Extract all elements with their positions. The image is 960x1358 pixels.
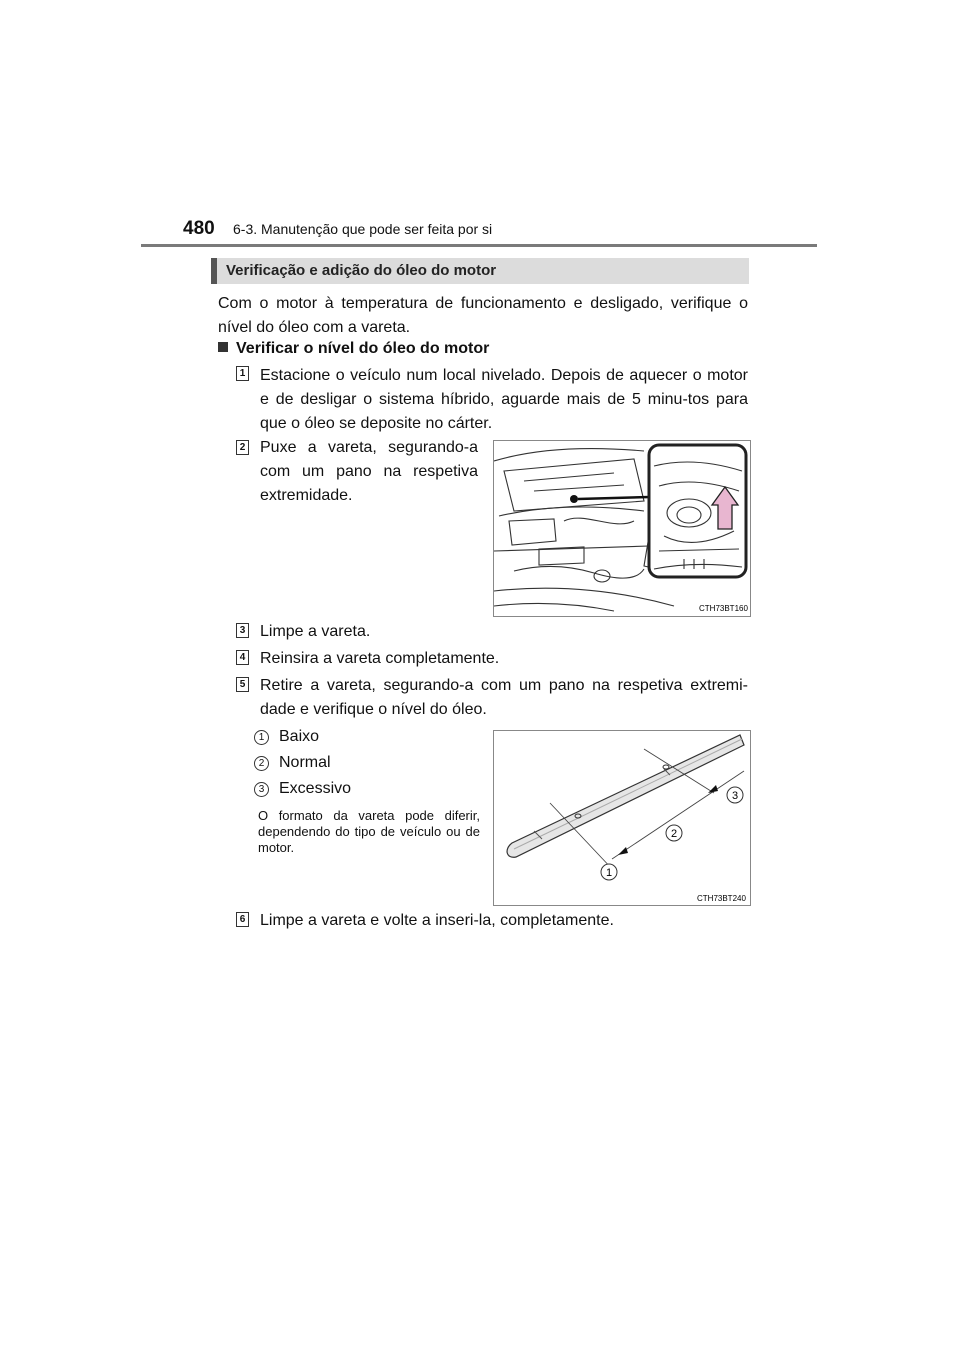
step-text-2: Puxe a vareta, segurando-a com um pano na respetiva extremidade. (260, 439, 478, 504)
leader-line (578, 497, 650, 499)
subsection-heading (218, 340, 489, 358)
subsection-title: Verificar o nível do óleo do motor (236, 340, 490, 357)
callout-1: 1 (605, 867, 613, 879)
square-bullet-icon (218, 342, 228, 352)
callout-3: 3 (731, 790, 739, 802)
step-badge-1: 1 (236, 366, 249, 381)
level-label-excess: Excessivo (279, 780, 352, 797)
dipstick-illustration (494, 731, 750, 905)
section-header (211, 258, 749, 284)
page-number: 480 (183, 218, 215, 239)
dipstick-note: O formato da vareta pode diferir, dependendo do tipo de veículo ou de motor. (258, 808, 480, 855)
level-marker-1: 1 (254, 730, 269, 745)
level-label-normal: Normal (279, 754, 331, 771)
section-title: Verificação e adição do óleo do motor (226, 262, 497, 279)
step-badge-6: 6 (236, 912, 249, 927)
header-divider (141, 244, 817, 247)
step-badge-5: 5 (236, 677, 249, 692)
engine-figure-code: CTH73BT160 (699, 604, 748, 613)
step-text-5: Retire a vareta, segurando-a com um pano na respetiva extremi-dade e verifique o nível do óleo. (260, 677, 748, 718)
dipstick-location-marker (570, 495, 578, 503)
dipstick-blade (507, 735, 744, 857)
step-badge-2: 2 (236, 440, 249, 455)
level-marker-3: 3 (254, 782, 269, 797)
engine-bay-illustration (494, 441, 750, 616)
step-text-3: Limpe a vareta. (260, 623, 371, 640)
step-badge-4: 4 (236, 650, 249, 665)
section-accent (211, 258, 217, 284)
step-text-6: Limpe a vareta e volte a inseri-la, completamente. (260, 912, 614, 929)
step-text-1: Estacione o veículo num local nivelado. Depois de aquecer o motor e de desligar o sistema híbrido, aguarde mais de 5 minu-tos para que o óleo se deposite no cárter. (260, 367, 748, 432)
step-text-4: Reinsira a vareta completamente. (260, 650, 500, 667)
dipstick-figure-code: CTH73BT240 (697, 894, 746, 903)
callout-2: 2 (670, 828, 678, 840)
level-marker-2: 2 (254, 756, 269, 771)
chapter-title: 6-3. Manutenção que pode ser feita por si (233, 221, 493, 237)
dipstick-figure (493, 730, 751, 906)
intro-paragraph: Com o motor à temperatura de funcionamento e desligado, verifique o nível do óleo com a vareta. (218, 295, 748, 336)
engine-bay-figure (493, 440, 751, 617)
level-label-low: Baixo (279, 728, 320, 745)
step-badge-3: 3 (236, 623, 249, 638)
